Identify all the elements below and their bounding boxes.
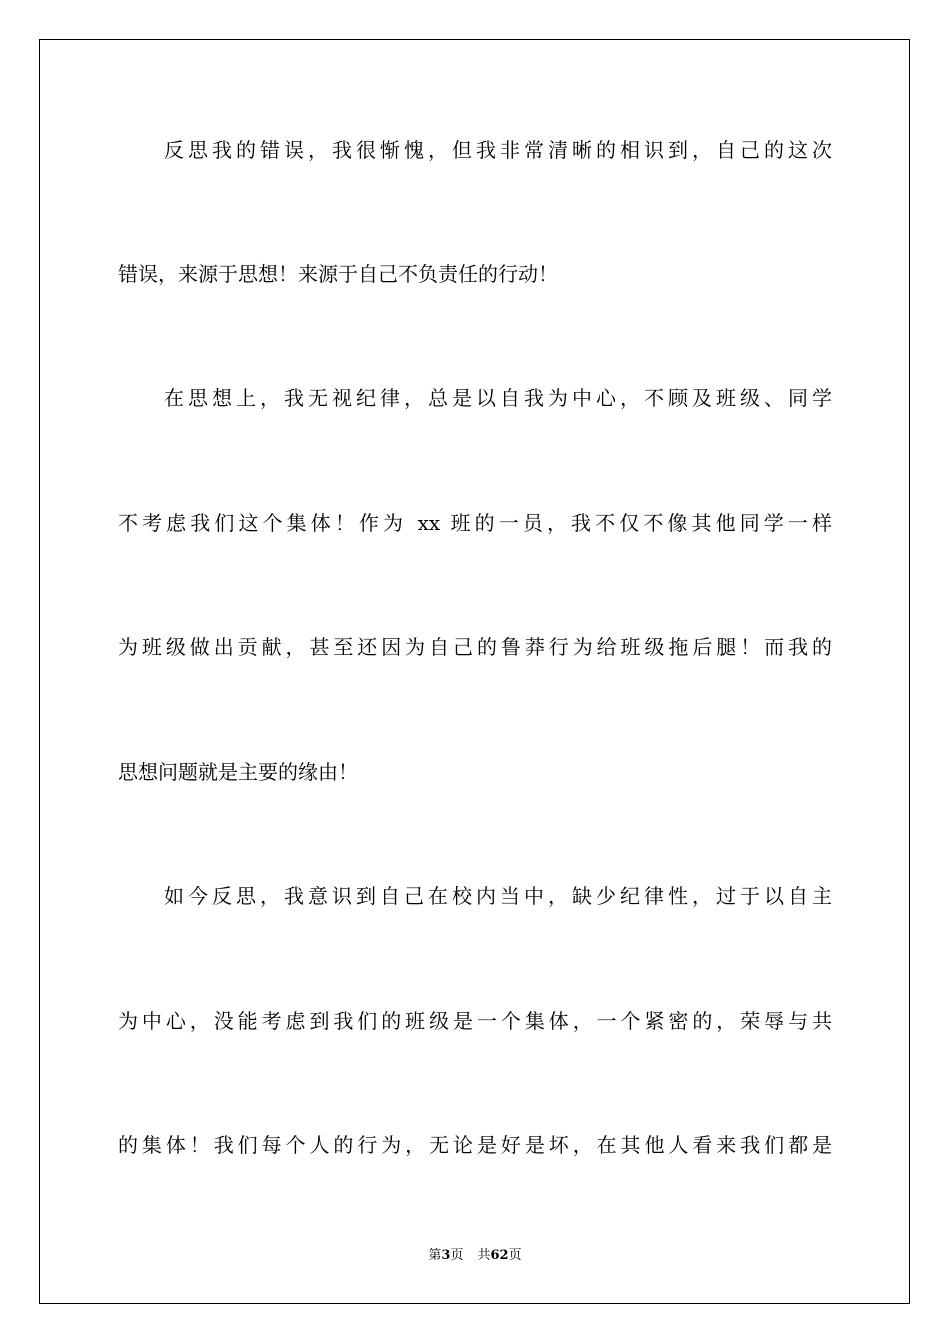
paragraph-3-line-2: 为中心，没能考虑到我们的班级是一个集体，一个紧密的，荣辱与共 — [118, 1009, 832, 1033]
paragraph-2-line-2: 不考虑我们这个集体！作为 xx 班的一员，我不仅不像其他同学一样 — [118, 511, 832, 535]
current-page-number: 3 — [441, 1248, 451, 1263]
page-border — [39, 39, 910, 1304]
paragraph-2-line-1: 在思想上，我无视纪律，总是以自我为中心，不顾及班级、同学 — [164, 386, 832, 410]
total-page-count: 62 — [490, 1248, 509, 1263]
total-prefix: 共 — [477, 1248, 491, 1263]
paragraph-3-line-1: 如今反思，我意识到自己在校内当中，缺少纪律性，过于以自主 — [164, 884, 832, 908]
page-suffix: 页 — [450, 1248, 464, 1263]
paragraph-2-line-3: 为班级做出贡献，甚至还因为自己的鲁莽行为给班级拖后腿！而我的 — [118, 635, 832, 659]
page-prefix: 第 — [428, 1248, 442, 1263]
total-suffix: 页 — [508, 1248, 522, 1263]
paragraph-3-line-3: 的集体！我们每个人的行为，无论是好是坏，在其他人看来我们都是 — [118, 1133, 832, 1157]
paragraph-1-line-1: 反思我的错误，我很惭愧，但我非常清晰的相识到，自己的这次 — [164, 138, 832, 162]
paragraph-2-line-4: 思想问题就是主要的缘由！ — [118, 760, 358, 784]
page-footer — [0, 1247, 950, 1265]
paragraph-1-line-2: 错误，来源于思想！来源于自己不负责任的行动！ — [118, 262, 558, 286]
